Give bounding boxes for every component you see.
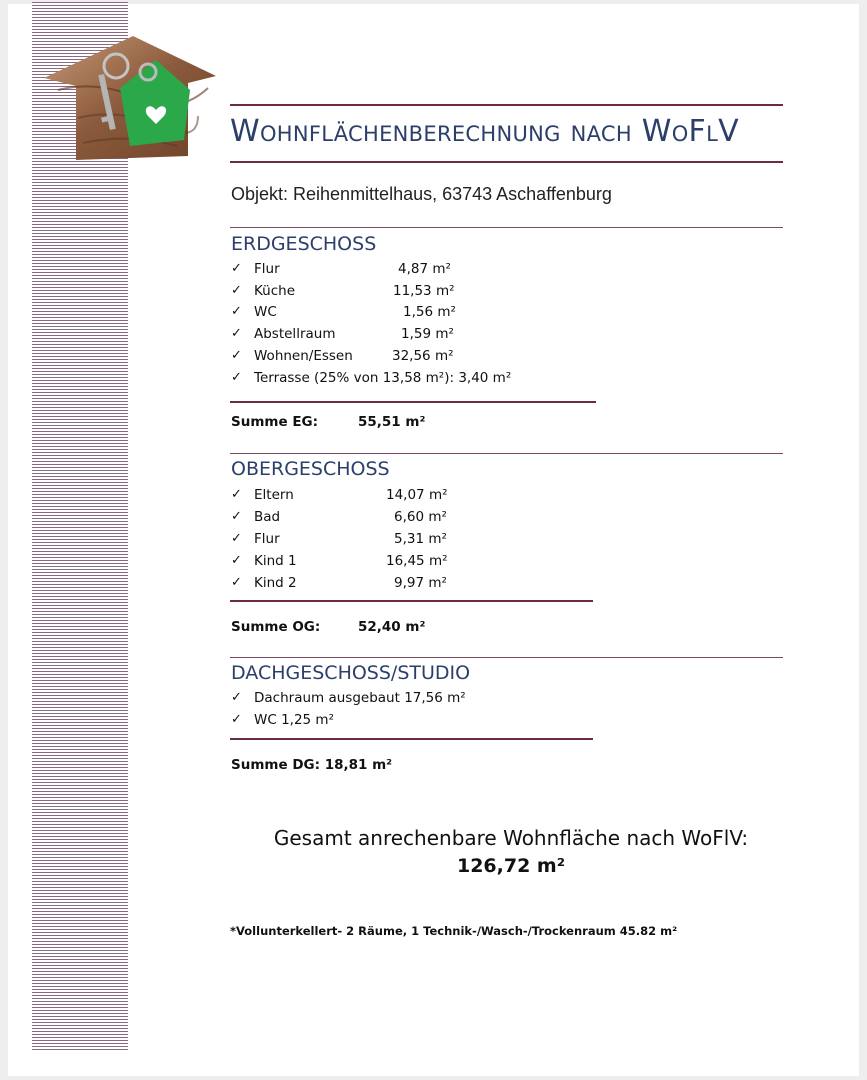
title-top-rule xyxy=(230,104,783,106)
section-heading-dachgeschoss: DACHGESCHOSS/STUDIO xyxy=(231,662,471,684)
checkmark-icon: ✓ xyxy=(231,487,242,502)
room-label: Flur xyxy=(254,531,280,547)
room-label: Terrasse (25% von 13,58 m²): 3,40 m² xyxy=(254,370,512,386)
title-bottom-rule xyxy=(230,161,783,163)
object-description: Objekt: Reihenmittelhaus, 63743 Aschaffenburg xyxy=(231,184,612,204)
checkmark-icon: ✓ xyxy=(231,712,242,727)
checkmark-icon: ✓ xyxy=(231,575,242,590)
sum-og xyxy=(231,619,426,635)
sum-label: Summe OG: xyxy=(231,619,321,635)
room-label: Bad xyxy=(254,509,281,525)
room-value: 32,56 m² xyxy=(392,348,454,364)
footnote: *Vollunterkellert- 2 Räume, 1 Technik-/Wasch-/Trockenraum 45.82 m² xyxy=(230,924,678,938)
room-value: 1,56 m² xyxy=(403,304,456,320)
checkmark-icon: ✓ xyxy=(231,348,242,363)
total-label: Gesamt anrechenbare Wohnfläche nach WoFlV: xyxy=(273,826,749,850)
room-value: 1,59 m² xyxy=(401,326,454,342)
sum-rule-og xyxy=(230,600,593,602)
sum-value: 52,40 m² xyxy=(358,619,426,635)
room-label: WC xyxy=(254,304,277,320)
room-label: Abstellraum xyxy=(254,326,336,342)
room-value: 14,07 m² xyxy=(386,487,448,503)
room-value: 4,87 m² xyxy=(398,261,451,277)
checkmark-icon: ✓ xyxy=(231,370,242,385)
checkmark-icon: ✓ xyxy=(231,304,242,319)
total-value: 126,72 m² xyxy=(456,855,566,877)
room-value: 16,45 m² xyxy=(386,553,448,569)
room-value: 5,31 m² xyxy=(394,531,447,547)
room-label: Dachraum ausgebaut 17,56 m² xyxy=(254,690,466,706)
room-label: Wohnen/Essen xyxy=(254,348,353,364)
room-label: Flur xyxy=(254,261,280,277)
section-rule-og xyxy=(230,453,783,454)
sum-eg xyxy=(231,414,426,430)
sum-label: Summe EG: xyxy=(231,414,319,430)
section-rule-eg xyxy=(230,227,783,228)
page-title: Wohnflächenberechnung nach WoFlV xyxy=(230,114,739,149)
section-heading-erdgeschoss: ERDGESCHOSS xyxy=(231,233,377,255)
checkmark-icon: ✓ xyxy=(231,690,242,705)
checkmark-icon: ✓ xyxy=(231,283,242,298)
checkmark-icon: ✓ xyxy=(231,509,242,524)
checkmark-icon: ✓ xyxy=(231,531,242,546)
sum-rule-eg xyxy=(230,401,596,403)
section-heading-obergeschoss: OBERGESCHOSS xyxy=(231,458,390,480)
section-rule-dg xyxy=(230,657,783,658)
room-label: WC 1,25 m² xyxy=(254,712,334,728)
checkmark-icon: ✓ xyxy=(231,261,242,276)
room-value: 9,97 m² xyxy=(394,575,447,591)
sum-value: 55,51 m² xyxy=(358,414,426,430)
room-label: Eltern xyxy=(254,487,294,503)
room-value: 11,53 m² xyxy=(393,283,455,299)
room-value: 6,60 m² xyxy=(394,509,447,525)
room-label: Küche xyxy=(254,283,296,299)
sum-rule-dg xyxy=(230,738,593,740)
checkmark-icon: ✓ xyxy=(231,553,242,568)
room-label: Kind 1 xyxy=(254,553,297,569)
checkmark-icon: ✓ xyxy=(231,326,242,341)
house-keychain-icon xyxy=(38,28,218,163)
sum-dg xyxy=(231,757,392,773)
room-label: Kind 2 xyxy=(254,575,297,591)
sum-label: Summe DG: 18,81 m² xyxy=(231,757,393,773)
